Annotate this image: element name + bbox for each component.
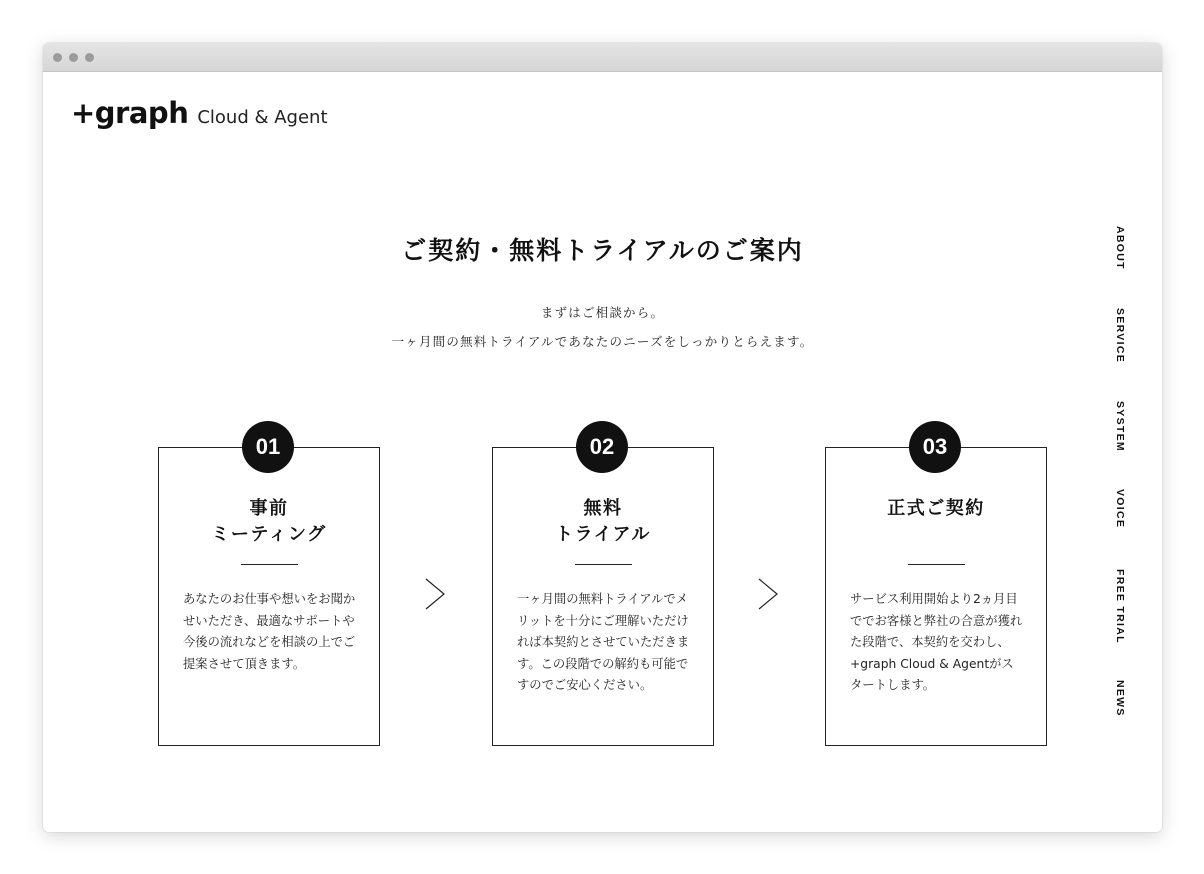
step-divider <box>908 564 965 565</box>
lead-line-1: まずはご相談から。 <box>540 305 665 320</box>
step-card-3 <box>825 434 1047 746</box>
step-number-badge: 02 <box>576 421 628 473</box>
step-title-line-1: 無料 <box>583 498 623 519</box>
step-title <box>159 496 379 548</box>
chevron-right-icon <box>757 577 779 611</box>
step-number-badge: 03 <box>909 421 961 473</box>
nav-item-free-trial[interactable]: FREE TRIAL <box>1114 569 1126 644</box>
step-description: 一ヶ月間の無料トライアルでメリットを十分にご理解いただければ本契約とさせていただきます。この段階での解約も可能ですのでご安心ください。 <box>517 592 690 692</box>
step-title <box>826 496 1046 522</box>
side-navigation <box>1112 43 1142 832</box>
nav-item-system[interactable]: SYSTEM <box>1114 401 1126 452</box>
browser-window <box>43 43 1162 832</box>
chevron-right-icon <box>424 577 446 611</box>
logo-mark: +graph <box>71 96 189 130</box>
lead-line-2: 一ヶ月間の無料トライアルであなたのニーズをしっかりとらえます。 <box>391 334 814 349</box>
nav-item-service[interactable]: SERVICE <box>1114 308 1126 364</box>
nav-item-voice[interactable]: VOICE <box>1114 489 1126 529</box>
step-number-badge: 01 <box>242 421 294 473</box>
step-description: あなたのお仕事や想いをお聞かせいただき、最適なサポートや今後の流れなどを相談の上でご提案させて頂きます。 <box>183 592 356 671</box>
section-title: ご契約・無料トライアルのご案内 <box>401 236 804 265</box>
window-minimize-dot[interactable] <box>69 53 78 62</box>
step-card-2 <box>492 434 714 746</box>
site-logo[interactable] <box>71 96 328 130</box>
window-titlebar <box>43 43 1162 72</box>
step-title-line-2: トライアル <box>555 524 651 545</box>
step-card-1 <box>158 434 380 746</box>
logo-subtitle: Cloud & Agent <box>197 107 328 128</box>
step-divider <box>575 564 632 565</box>
step-title <box>493 496 713 548</box>
nav-item-about[interactable]: ABOUT <box>1114 226 1126 270</box>
window-close-dot[interactable] <box>53 53 62 62</box>
window-maximize-dot[interactable] <box>85 53 94 62</box>
step-title-line-2: ミーティング <box>211 524 327 545</box>
step-title-line-1: 事前 <box>249 498 289 519</box>
step-divider <box>241 564 298 565</box>
nav-item-news[interactable]: NEWS <box>1114 680 1126 717</box>
step-title-line-1: 正式ご契約 <box>887 498 985 519</box>
step-description: サービス利用開始より2ヵ月目ででお客様と弊社の合意が獲れた段階で、本契約を交わし、+graph Cloud & Agentがスタートします。 <box>850 592 1023 692</box>
